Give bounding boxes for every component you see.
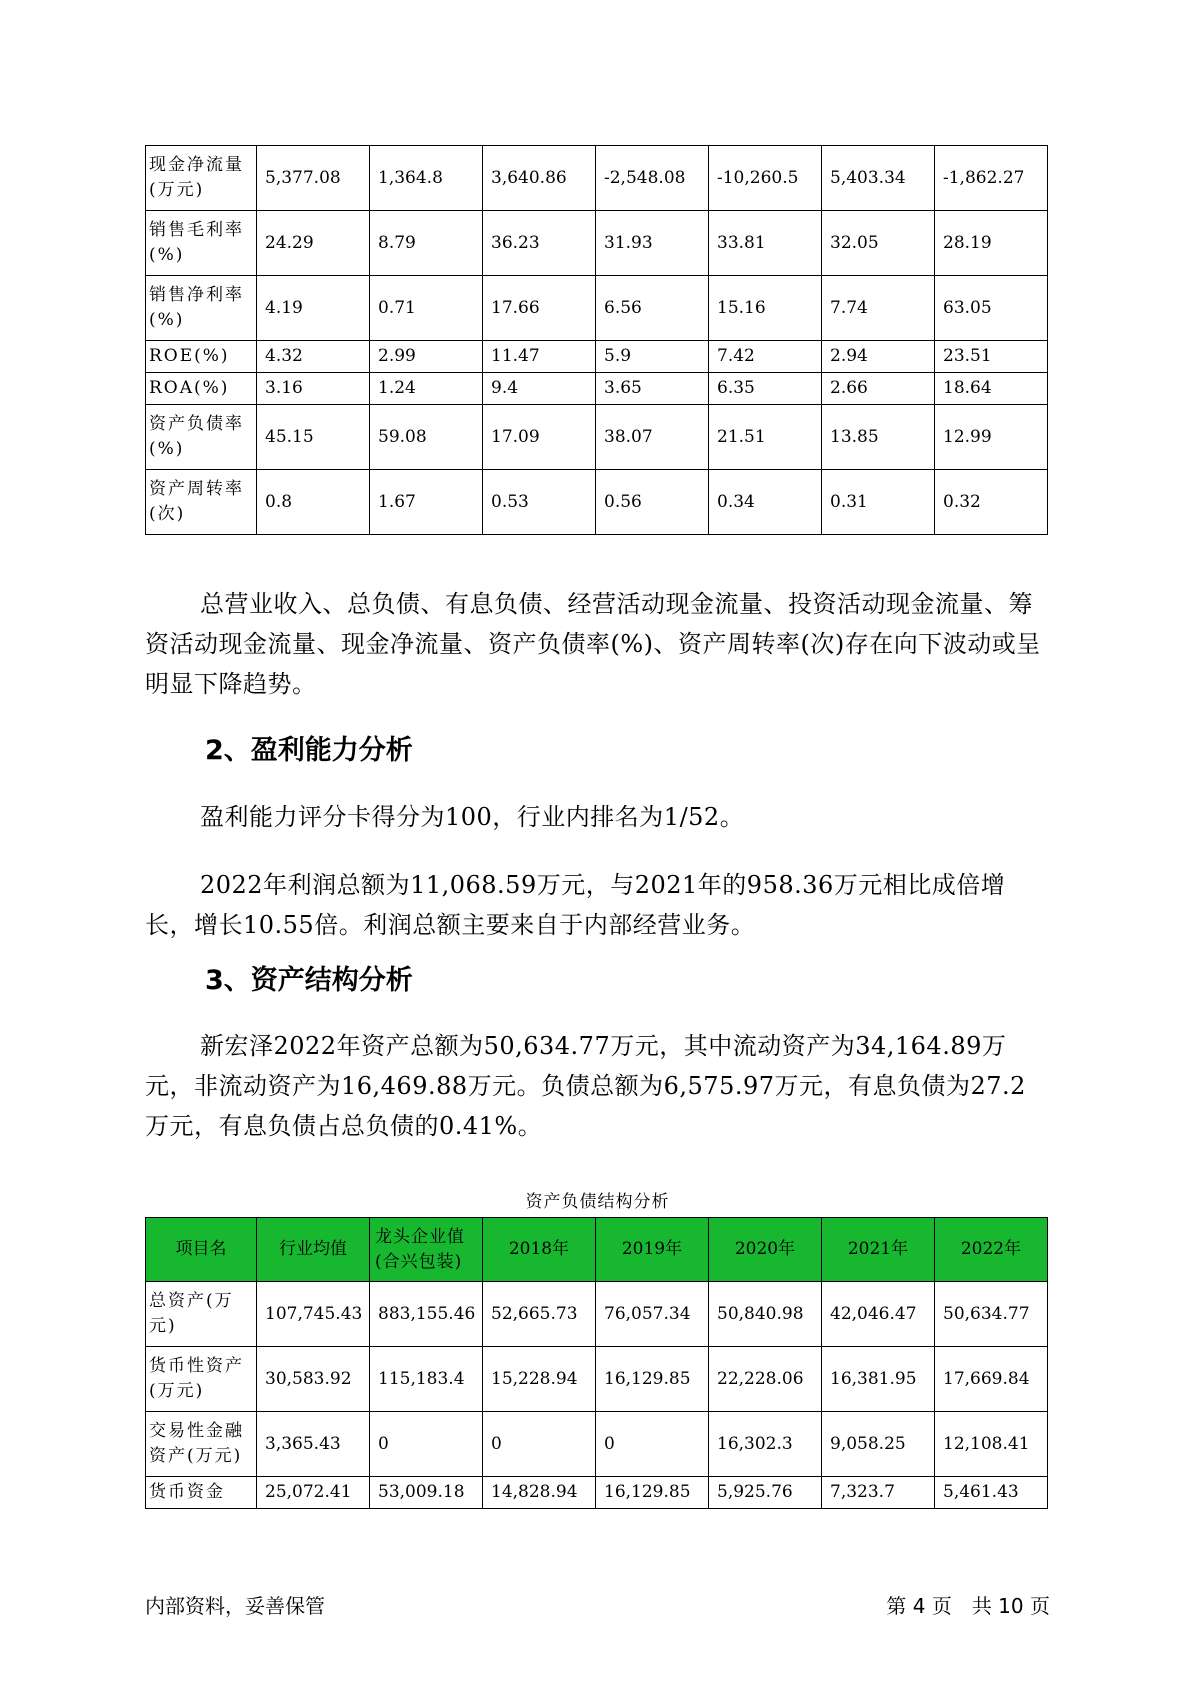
table-cell: 16,381.95 [822, 1347, 935, 1412]
table-cell: 18.64 [935, 373, 1048, 405]
table-cell: 9.4 [483, 373, 596, 405]
table-row [146, 1347, 1048, 1412]
table-row [146, 1282, 1048, 1347]
table-cell: 9,058.25 [822, 1412, 935, 1477]
table-cell: 3.16 [257, 373, 370, 405]
row-label: ROA(%) [146, 373, 257, 405]
column-header: 龙头企业值(合兴包装) [370, 1218, 483, 1282]
footer-page-number: 第 4 页 共 10 页 [886, 1594, 1050, 1618]
table-cell: 24.29 [257, 211, 370, 276]
table-cell: 33.81 [709, 211, 822, 276]
table-cell: 25,072.41 [257, 1477, 370, 1509]
column-header: 2021年 [822, 1218, 935, 1282]
table-cell: 11.47 [483, 341, 596, 373]
table-cell: 59.08 [370, 405, 483, 470]
table-cell: 4.19 [257, 276, 370, 341]
table-header-row [146, 1218, 1048, 1282]
profitability-score-paragraph: 盈利能力评分卡得分为100，行业内排名为1/52。 [200, 803, 745, 831]
table-cell: 0.8 [257, 470, 370, 535]
table-row [146, 405, 1048, 470]
financial-indicators-table [145, 145, 1048, 535]
table-cell: 1.24 [370, 373, 483, 405]
table-cell: 107,745.43 [257, 1282, 370, 1347]
table-cell: 1.67 [370, 470, 483, 535]
table-cell: 52,665.73 [483, 1282, 596, 1347]
table-cell: 30,583.92 [257, 1347, 370, 1412]
table-caption: 资产负债结构分析 [525, 1192, 670, 1212]
table-cell: 0.32 [935, 470, 1048, 535]
table-cell: -10,260.5 [709, 146, 822, 211]
table-cell: 15,228.94 [483, 1347, 596, 1412]
table-cell: 15.16 [709, 276, 822, 341]
table-cell: 7.74 [822, 276, 935, 341]
table-cell: 0 [483, 1412, 596, 1477]
table-cell: 0.53 [483, 470, 596, 535]
table-cell: 32.05 [822, 211, 935, 276]
row-label: 现金净流量(万元) [146, 146, 257, 211]
table-cell: 5,461.43 [935, 1477, 1048, 1509]
table-cell: 0 [596, 1412, 709, 1477]
table-cell: 3,365.43 [257, 1412, 370, 1477]
table-cell: 12.99 [935, 405, 1048, 470]
row-label: 资产负债率(%) [146, 405, 257, 470]
row-label: 资产周转率(次) [146, 470, 257, 535]
table-cell: 31.93 [596, 211, 709, 276]
table-cell: 7,323.7 [822, 1477, 935, 1509]
table-cell: 5.9 [596, 341, 709, 373]
table-cell: 45.15 [257, 405, 370, 470]
table-cell: 53,009.18 [370, 1477, 483, 1509]
table-cell: 3,640.86 [483, 146, 596, 211]
table-cell: 23.51 [935, 341, 1048, 373]
table-cell: 883,155.46 [370, 1282, 483, 1347]
table-cell: 0.71 [370, 276, 483, 341]
summary-paragraph: 总营业收入、总负债、有息负债、经营活动现金流量、投资活动现金流量、筹资活动现金流量、现金净流量、资产负债率(%)、资产周转率(次)存在向下波动或呈明显下降趋势。 [145, 590, 1041, 698]
row-label: ROE(%) [146, 341, 257, 373]
table-cell: 7.42 [709, 341, 822, 373]
table-cell: 5,377.08 [257, 146, 370, 211]
table-cell: 0.56 [596, 470, 709, 535]
table-cell: 4.32 [257, 341, 370, 373]
table-cell: 1,364.8 [370, 146, 483, 211]
row-label: 货币资金 [146, 1477, 257, 1509]
table-cell: 2.99 [370, 341, 483, 373]
table-cell: 5,925.76 [709, 1477, 822, 1509]
table-cell: 17,669.84 [935, 1347, 1048, 1412]
table-cell: 16,302.3 [709, 1412, 822, 1477]
table-cell: 38.07 [596, 405, 709, 470]
column-header: 2020年 [709, 1218, 822, 1282]
table-cell: -1,862.27 [935, 146, 1048, 211]
table-row [146, 341, 1048, 373]
table-cell: 76,057.34 [596, 1282, 709, 1347]
table-row [146, 1412, 1048, 1477]
table-cell: 21.51 [709, 405, 822, 470]
column-header: 行业均值 [257, 1218, 370, 1282]
table-row [146, 470, 1048, 535]
table-cell: 28.19 [935, 211, 1048, 276]
table-cell: 6.35 [709, 373, 822, 405]
table-cell: 22,228.06 [709, 1347, 822, 1412]
column-header: 2019年 [596, 1218, 709, 1282]
table-row [146, 1477, 1048, 1509]
table-row [146, 211, 1048, 276]
column-header: 2018年 [483, 1218, 596, 1282]
table-cell: 115,183.4 [370, 1347, 483, 1412]
row-label: 销售毛利率(%) [146, 211, 257, 276]
table-row [146, 276, 1048, 341]
row-label: 销售净利率(%) [146, 276, 257, 341]
table-cell: 16,129.85 [596, 1347, 709, 1412]
table-cell: 2.66 [822, 373, 935, 405]
table-cell: 17.66 [483, 276, 596, 341]
table-cell: 0 [370, 1412, 483, 1477]
table-cell: 5,403.34 [822, 146, 935, 211]
section-heading-asset-structure: 3、资产结构分析 [205, 965, 413, 996]
asset-structure-paragraph: 新宏泽2022年资产总额为50,634.77万元，其中流动资产为34,164.89万元，非流动资产为16,469.88万元。负债总额为6,575.97万元，有息负债为27.2万元，有息负债占总负债的0.41%。 [145, 1032, 1026, 1140]
section-heading-profitability: 2、盈利能力分析 [205, 735, 413, 766]
table-cell: 8.79 [370, 211, 483, 276]
row-label: 总资产(万元) [146, 1282, 257, 1347]
table-cell: 0.31 [822, 470, 935, 535]
table-cell: 63.05 [935, 276, 1048, 341]
table-cell: -2,548.08 [596, 146, 709, 211]
table-cell: 12,108.41 [935, 1412, 1048, 1477]
table-row [146, 373, 1048, 405]
table-cell: 36.23 [483, 211, 596, 276]
table-cell: 50,840.98 [709, 1282, 822, 1347]
table-cell: 50,634.77 [935, 1282, 1048, 1347]
table-cell: 6.56 [596, 276, 709, 341]
table-cell: 2.94 [822, 341, 935, 373]
table-cell: 13.85 [822, 405, 935, 470]
table-cell: 14,828.94 [483, 1477, 596, 1509]
table-cell: 17.09 [483, 405, 596, 470]
row-label: 交易性金融资产(万元) [146, 1412, 257, 1477]
balance-structure-table [145, 1217, 1048, 1509]
column-header: 2022年 [935, 1218, 1048, 1282]
row-label: 货币性资产(万元) [146, 1347, 257, 1412]
table-cell: 3.65 [596, 373, 709, 405]
table-cell: 42,046.47 [822, 1282, 935, 1347]
footer-confidential-note: 内部资料，妥善保管 [145, 1594, 325, 1618]
profit-total-paragraph: 2022年利润总额为11,068.59万元，与2021年的958.36万元相比成倍增长，增长10.55倍。利润总额主要来自于内部经营业务。 [145, 871, 1006, 939]
table-cell: 16,129.85 [596, 1477, 709, 1509]
table-cell: 0.34 [709, 470, 822, 535]
column-header: 项目名 [146, 1218, 257, 1282]
table-row [146, 146, 1048, 211]
